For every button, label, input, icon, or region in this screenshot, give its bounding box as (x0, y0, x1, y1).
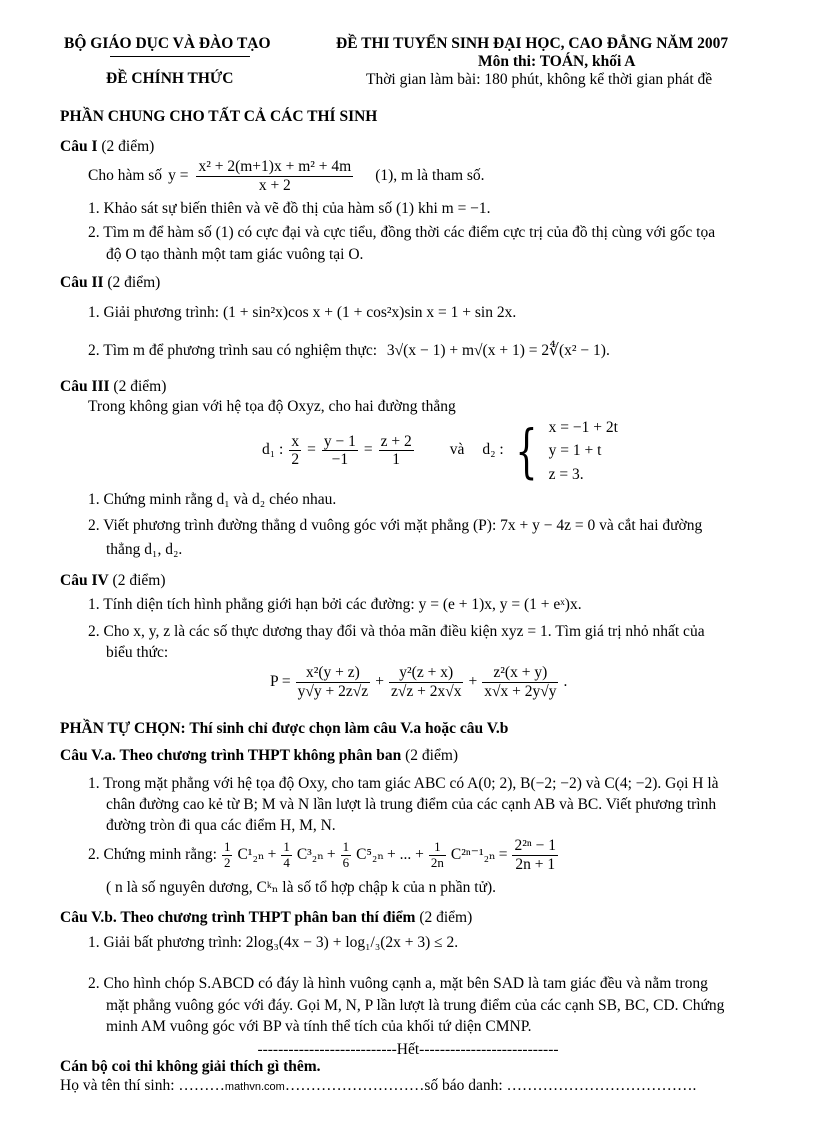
d2-line-z: z = 3. (548, 465, 584, 483)
q4-heading (60, 571, 166, 592)
q1-heading (60, 137, 154, 158)
d1-frac-z-num: z + 2 (380, 432, 412, 450)
q1-points: (2 điểm) (101, 138, 155, 155)
p-term2-den: z√z + 2x√x (390, 682, 462, 700)
d1-frac-y-den: −1 (331, 451, 349, 469)
coef-1-num: 1 (223, 838, 231, 854)
q3-item2-line2: thẳng d₁, d₂. (106, 541, 183, 558)
candidate-line (60, 1076, 696, 1097)
q5a-item2: 2. Chứng minh rằng: $\frac{1}{2}$ C¹₂ₙ + $\frac{1}{4}$ C³₂ₙ + $\frac{1}{6}$ C⁵₂ₙ + ... + $\frac{1}{2n}$ C²ⁿ⁻¹₂ₙ = $\frac{\text{2²ⁿ − 1}}{2n + 1}$ (88, 837, 556, 873)
footer-note: Cán bộ coi thi không giải thích gì thêm. (60, 1058, 321, 1075)
d2-label: d₂ : (482, 441, 504, 459)
q5a-note: ( n là số nguyên dương, Cᵏₙ là số tổ hợp chập k của n phần tử). (106, 879, 497, 896)
q5b-heading (60, 908, 472, 929)
end-marker: ---------------------------Hết--------------------------- (257, 1041, 559, 1058)
coef-3-num: 1 (342, 838, 350, 854)
coef-1 (222, 840, 233, 871)
coef-3-den: 6 (342, 854, 350, 870)
q1-numerator: x² + 2(m+1)x + m² + 4m (198, 158, 352, 175)
d1-frac-x (289, 433, 301, 470)
q5a-item2-text: 2. Chứng minh rằng: (88, 845, 217, 863)
plus-1: + (375, 672, 384, 690)
q3-title: Câu III (60, 378, 110, 395)
result-num: 2²ⁿ − 1 (514, 837, 556, 854)
q2-item2 (88, 341, 610, 362)
p-end: . (563, 672, 568, 690)
q5b-item2-line3: minh AM vuông góc với BP và tính thể tích của khối tứ diện CMNP. (106, 1018, 532, 1035)
q4-points: (2 điểm) (112, 572, 166, 589)
q5a-item1-line3: đường tròn đi qua các điểm H, M, N. (106, 817, 336, 834)
system-brace: { (515, 416, 538, 485)
q5b-item2-line1: 2. Cho hình chóp S.ABCD có đáy là hình vuông cạnh a, mặt bên SAD là tam giác đều và nằm trong (88, 975, 708, 992)
q3-intro: Trong không gian với hệ tọa độ Oxyz, cho hai đường thẳng (88, 398, 456, 415)
coef-3 (341, 840, 352, 871)
d2-line-x: x = −1 + 2t (548, 419, 618, 436)
q5b-title: Câu V.b. Theo chương trình THPT phân ban thí điểm (60, 909, 416, 926)
q5b-points: (2 điểm) (419, 909, 473, 926)
binom-2: C³₂ₙ (296, 845, 324, 863)
coef-4-num: 1 (429, 840, 446, 856)
sum-dots: + ... + (387, 845, 424, 863)
p-label: P = (270, 672, 291, 690)
binom-1: C¹₂ₙ (237, 845, 265, 863)
d1-frac-x-den: 2 (291, 451, 300, 469)
d1-frac-z (379, 433, 414, 470)
q5a-item1-line1: 1. Trong mặt phẳng với hệ tọa độ Oxy, cho tam giác ABC có A(0; 2), B(−2; −2) và C(4; −2). Gọi H là (88, 775, 719, 792)
q1-intro-post: (1), m là tham số. (375, 166, 485, 184)
q4-item2-line1: 2. Cho x, y, z là các số thực dương thay đổi và thỏa mãn điều kiện xyz = 1. Tìm giá trị nhỏ nhất của (88, 623, 705, 640)
q5b-item1: 1. Giải bất phương trình: 2log₃(4x − 3) + log₁/₃(2x + 3) ≤ 2. (88, 934, 459, 951)
d2-system (549, 416, 618, 486)
p-term2 (389, 664, 464, 701)
q5a-heading (60, 746, 458, 767)
d1-label: d₁ : (262, 441, 284, 459)
q4-expression (270, 664, 567, 701)
binom-3: C⁵₂ₙ (356, 845, 385, 863)
plus-2: + (468, 672, 478, 690)
q4-item2-line2: biểu thức: (106, 644, 169, 661)
ministry-name: BỘ GIÁO DỤC VÀ ĐÀO TẠO (64, 35, 271, 52)
official-label: ĐỀ CHÍNH THỨC (106, 70, 234, 87)
q1-denominator: x + 2 (258, 176, 291, 194)
candidate-number: số báo danh: ………………………………. (424, 1077, 697, 1094)
d1-frac-y (322, 433, 358, 470)
q2-item2-text: 2. Tìm m để phương trình sau có nghiệm thực: (88, 342, 378, 359)
d1-frac-y-num: y − 1 (323, 432, 356, 450)
part-common-heading: PHẦN CHUNG CHO TẤT CẢ CÁC THÍ SINH (60, 108, 378, 125)
coef-2-den: 4 (283, 854, 290, 870)
q4-title: Câu IV (60, 572, 109, 589)
candidate-name-label: Họ và tên thí sinh: ……… (60, 1077, 225, 1094)
exam-time: Thời gian làm bài: 180 phút, không kể thời gian phát đề (366, 71, 713, 88)
q3-lines: d₁ : $\frac{x}{2}$ = $\frac{y - 1}{-1}$ = $\frac{z + 2}{1}$ và d₂ : { x = −1 + 2t y = 1 + t z = 3. (262, 416, 618, 485)
q1-title: Câu I (60, 138, 98, 155)
q5a-points: (2 điểm) (405, 747, 459, 764)
p-term3 (482, 664, 558, 701)
p-term1-num: x²(y + z) (296, 664, 371, 683)
q1-item2-line2: độ O tạo thành một tam giác vuông tại O. (106, 246, 364, 263)
binom-4: C²ⁿ⁻¹₂ₙ (450, 845, 496, 863)
header-underline (110, 56, 250, 57)
q1-y: y = (168, 166, 189, 184)
exam-title: ĐỀ THI TUYỂN SINH ĐẠI HỌC, CAO ĐẲNG NĂM 2007 (336, 35, 729, 52)
q2-item2-equation: 3√(x − 1) + m√(x + 1) = 2∜(x² − 1). (386, 342, 610, 359)
result-frac (512, 837, 558, 874)
watermark: mathvn.com (224, 1081, 285, 1093)
candidate-name-dots: ……………………… (284, 1077, 425, 1094)
coef-2-num: 1 (283, 838, 290, 854)
q1-item1: 1. Khảo sát sự biến thiên và vẽ đồ thị của hàm số (1) khi m = −1. (88, 200, 491, 217)
part-optional-heading: PHẦN TỰ CHỌN: Thí sinh chỉ được chọn làm câu V.a hoặc câu V.b (60, 720, 509, 737)
q3-item2-line1: 2. Viết phương trình đường thẳng d vuông góc với mặt phẳng (P): 7x + y − 4z = 0 và cắt hai đường (88, 517, 703, 534)
q1-function (88, 158, 485, 195)
q5b-item2-line2: mặt phẳng vuông góc với đáy. Gọi M, N, P lần lượt là trung điểm của các cạnh SB, BC, CD. Chứng (106, 997, 725, 1014)
coef-4 (429, 840, 446, 871)
p-term1-den: y√y + 2z√z (297, 682, 369, 700)
d1-frac-z-den: 1 (392, 451, 401, 469)
p-term3-num: z²(x + y) (482, 664, 558, 683)
q5a-item1-line2: chân đường cao kẻ từ B; M và N lần lượt là trung điểm của các cạnh AB và BC. Viết phương trình (106, 796, 717, 813)
q2-item1: 1. Giải phương trình: (1 + sin²x)cos x + (1 + cos²x)sin x = 1 + sin 2x. (88, 304, 517, 321)
result-den: 2n + 1 (515, 855, 556, 873)
q4-item1: 1. Tính diện tích hình phẳng giới hạn bởi các đường: y = (e + 1)x, y = (1 + eˣ)x. (88, 596, 582, 613)
p-term1 (296, 664, 371, 701)
q1-fraction (196, 158, 353, 195)
q3-item1: 1. Chứng minh rằng d₁ và d₂ chéo nhau. (88, 491, 337, 508)
p-term2-num: y²(z + x) (389, 664, 464, 683)
exam-subject: Môn thi: TOÁN, khối A (478, 53, 636, 70)
d2-line-y: y = 1 + t (548, 442, 602, 460)
coef-4-den: 2n (430, 854, 444, 870)
q1-intro: Cho hàm số (88, 166, 163, 184)
q1-item2-line1: 2. Tìm m để hàm số (1) có cực đại và cực tiểu, đồng thời các điểm cực trị của đồ thị cùng với gốc tọa (88, 224, 716, 241)
coef-1-den: 2 (223, 854, 231, 870)
d1-frac-x-num: x (291, 432, 300, 450)
q2-points: (2 điểm) (107, 274, 161, 291)
q2-title: Câu II (60, 274, 104, 291)
and-word: và (449, 441, 465, 459)
q2-heading (60, 273, 160, 294)
q3-points: (2 điểm) (113, 378, 167, 395)
q3-heading (60, 377, 166, 398)
coef-2 (281, 840, 292, 871)
q5a-title: Câu V.a. Theo chương trình THPT không phân ban (60, 747, 402, 764)
p-term3-den: x√x + 2y√y (484, 682, 557, 700)
